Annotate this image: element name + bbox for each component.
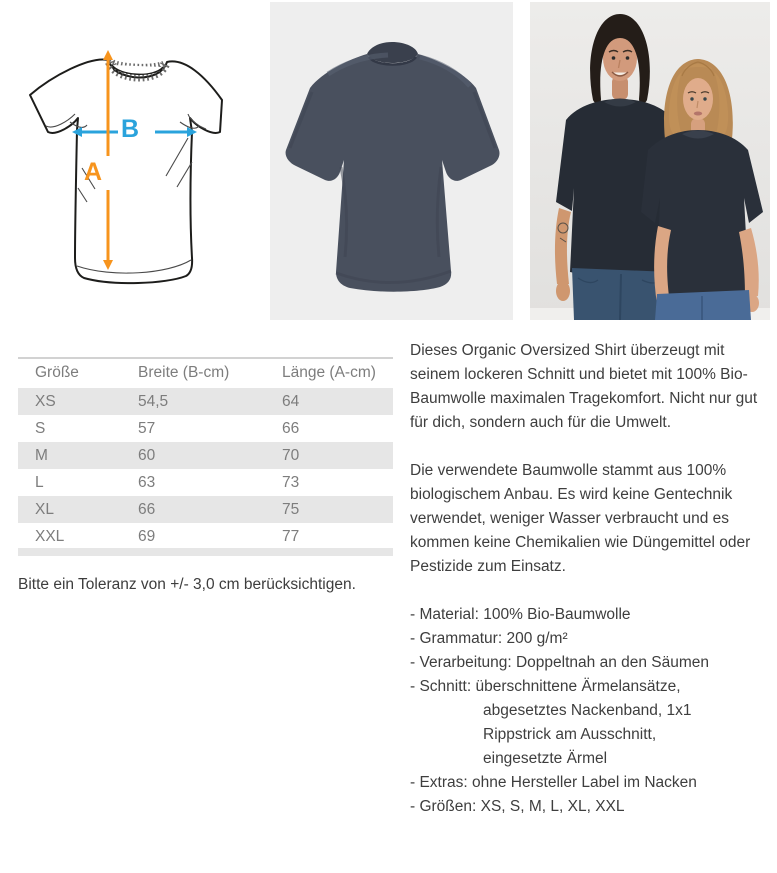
width-cell: 66 xyxy=(138,501,156,518)
models-image xyxy=(530,2,770,320)
header-width: Breite (B-cm) xyxy=(121,358,265,388)
size-cell: XS xyxy=(35,393,56,410)
table-row xyxy=(18,442,393,469)
spec-groessen: - Größen: XS, S, M, L, XL, XXL xyxy=(410,798,625,815)
description-paragraph-1: Dieses Organic Oversized Shirt überzeugt mit seinem lockeren Schnitt und bietet mit 100% Bio-Baumwolle maximalen Tragekomfort. Nicht nur gut für dich, sondern auch für die Umwelt. xyxy=(410,342,758,431)
product-shirt-image xyxy=(270,2,513,320)
size-table-header-row xyxy=(18,358,393,388)
spec-verarbeitung: - Verarbeitung: Doppeltnah an den Säumen xyxy=(410,654,710,671)
table-row xyxy=(18,415,393,442)
table-row xyxy=(18,496,393,523)
product-description xyxy=(410,339,763,819)
table-row xyxy=(18,523,393,550)
size-cell: S xyxy=(35,420,46,437)
header-length: Länge (A-cm) xyxy=(265,358,393,388)
length-cell: 66 xyxy=(282,420,300,437)
length-cell: 73 xyxy=(282,474,300,491)
width-cell: 69 xyxy=(138,528,156,545)
size-cell: M xyxy=(35,447,48,464)
width-label-b: B xyxy=(121,115,140,143)
width-cell: 54,5 xyxy=(138,393,169,410)
tshirt-outline xyxy=(30,59,222,283)
tolerance-note: Bitte ein Toleranz von +/- 3,0 cm berücksichtigen. xyxy=(18,576,356,593)
spec-schnitt: - Schnitt: überschnittene Ärmelansätze, xyxy=(410,678,681,695)
header-size: Größe xyxy=(18,358,121,388)
width-cell: 57 xyxy=(138,420,156,437)
spec-list xyxy=(410,603,763,819)
width-cell: 63 xyxy=(138,474,156,491)
male-hand xyxy=(556,281,570,301)
size-cell: XL xyxy=(35,501,54,518)
spec-schnitt-cont-1: abgesetztes Nackenband, 1x1 xyxy=(483,702,692,719)
length-cell: 64 xyxy=(282,393,300,410)
table-footer-strip xyxy=(18,548,393,556)
product-photo-shirt xyxy=(270,2,513,320)
spec-extras: - Extras: ohne Hersteller Label im Nacken xyxy=(410,774,697,791)
size-cell: L xyxy=(35,474,44,491)
female-lips xyxy=(694,112,702,116)
size-measurement-diagram xyxy=(20,18,232,310)
length-cell: 75 xyxy=(282,501,300,518)
spec-schnitt-cont-3: eingesetzte Ärmel xyxy=(483,750,608,767)
spec-schnitt-cont-2: Rippstrick am Ausschnitt, xyxy=(483,726,657,743)
length-cell: 70 xyxy=(282,447,300,464)
spec-material: - Material: 100% Bio-Baumwolle xyxy=(410,606,631,623)
table-row xyxy=(18,388,393,415)
models-photo xyxy=(530,2,770,320)
tshirt-line-drawing xyxy=(20,18,232,310)
width-cell: 60 xyxy=(138,447,156,464)
size-table xyxy=(18,357,393,550)
length-label-a: A xyxy=(84,158,103,186)
table-row xyxy=(18,469,393,496)
size-cell: XXL xyxy=(35,528,65,545)
description-paragraph-2: Die verwendete Baumwolle stammt aus 100% biologischem Anbau. Es wird keine Gentechnik verwendet, weniger Wasser verbraucht und es kommen keine Chemikalien wie Düngemittel oder Pestizide zum Einsatz. xyxy=(410,462,751,575)
spec-grammatur: - Grammatur: 200 g/m² xyxy=(410,630,568,647)
length-cell: 77 xyxy=(282,528,300,545)
